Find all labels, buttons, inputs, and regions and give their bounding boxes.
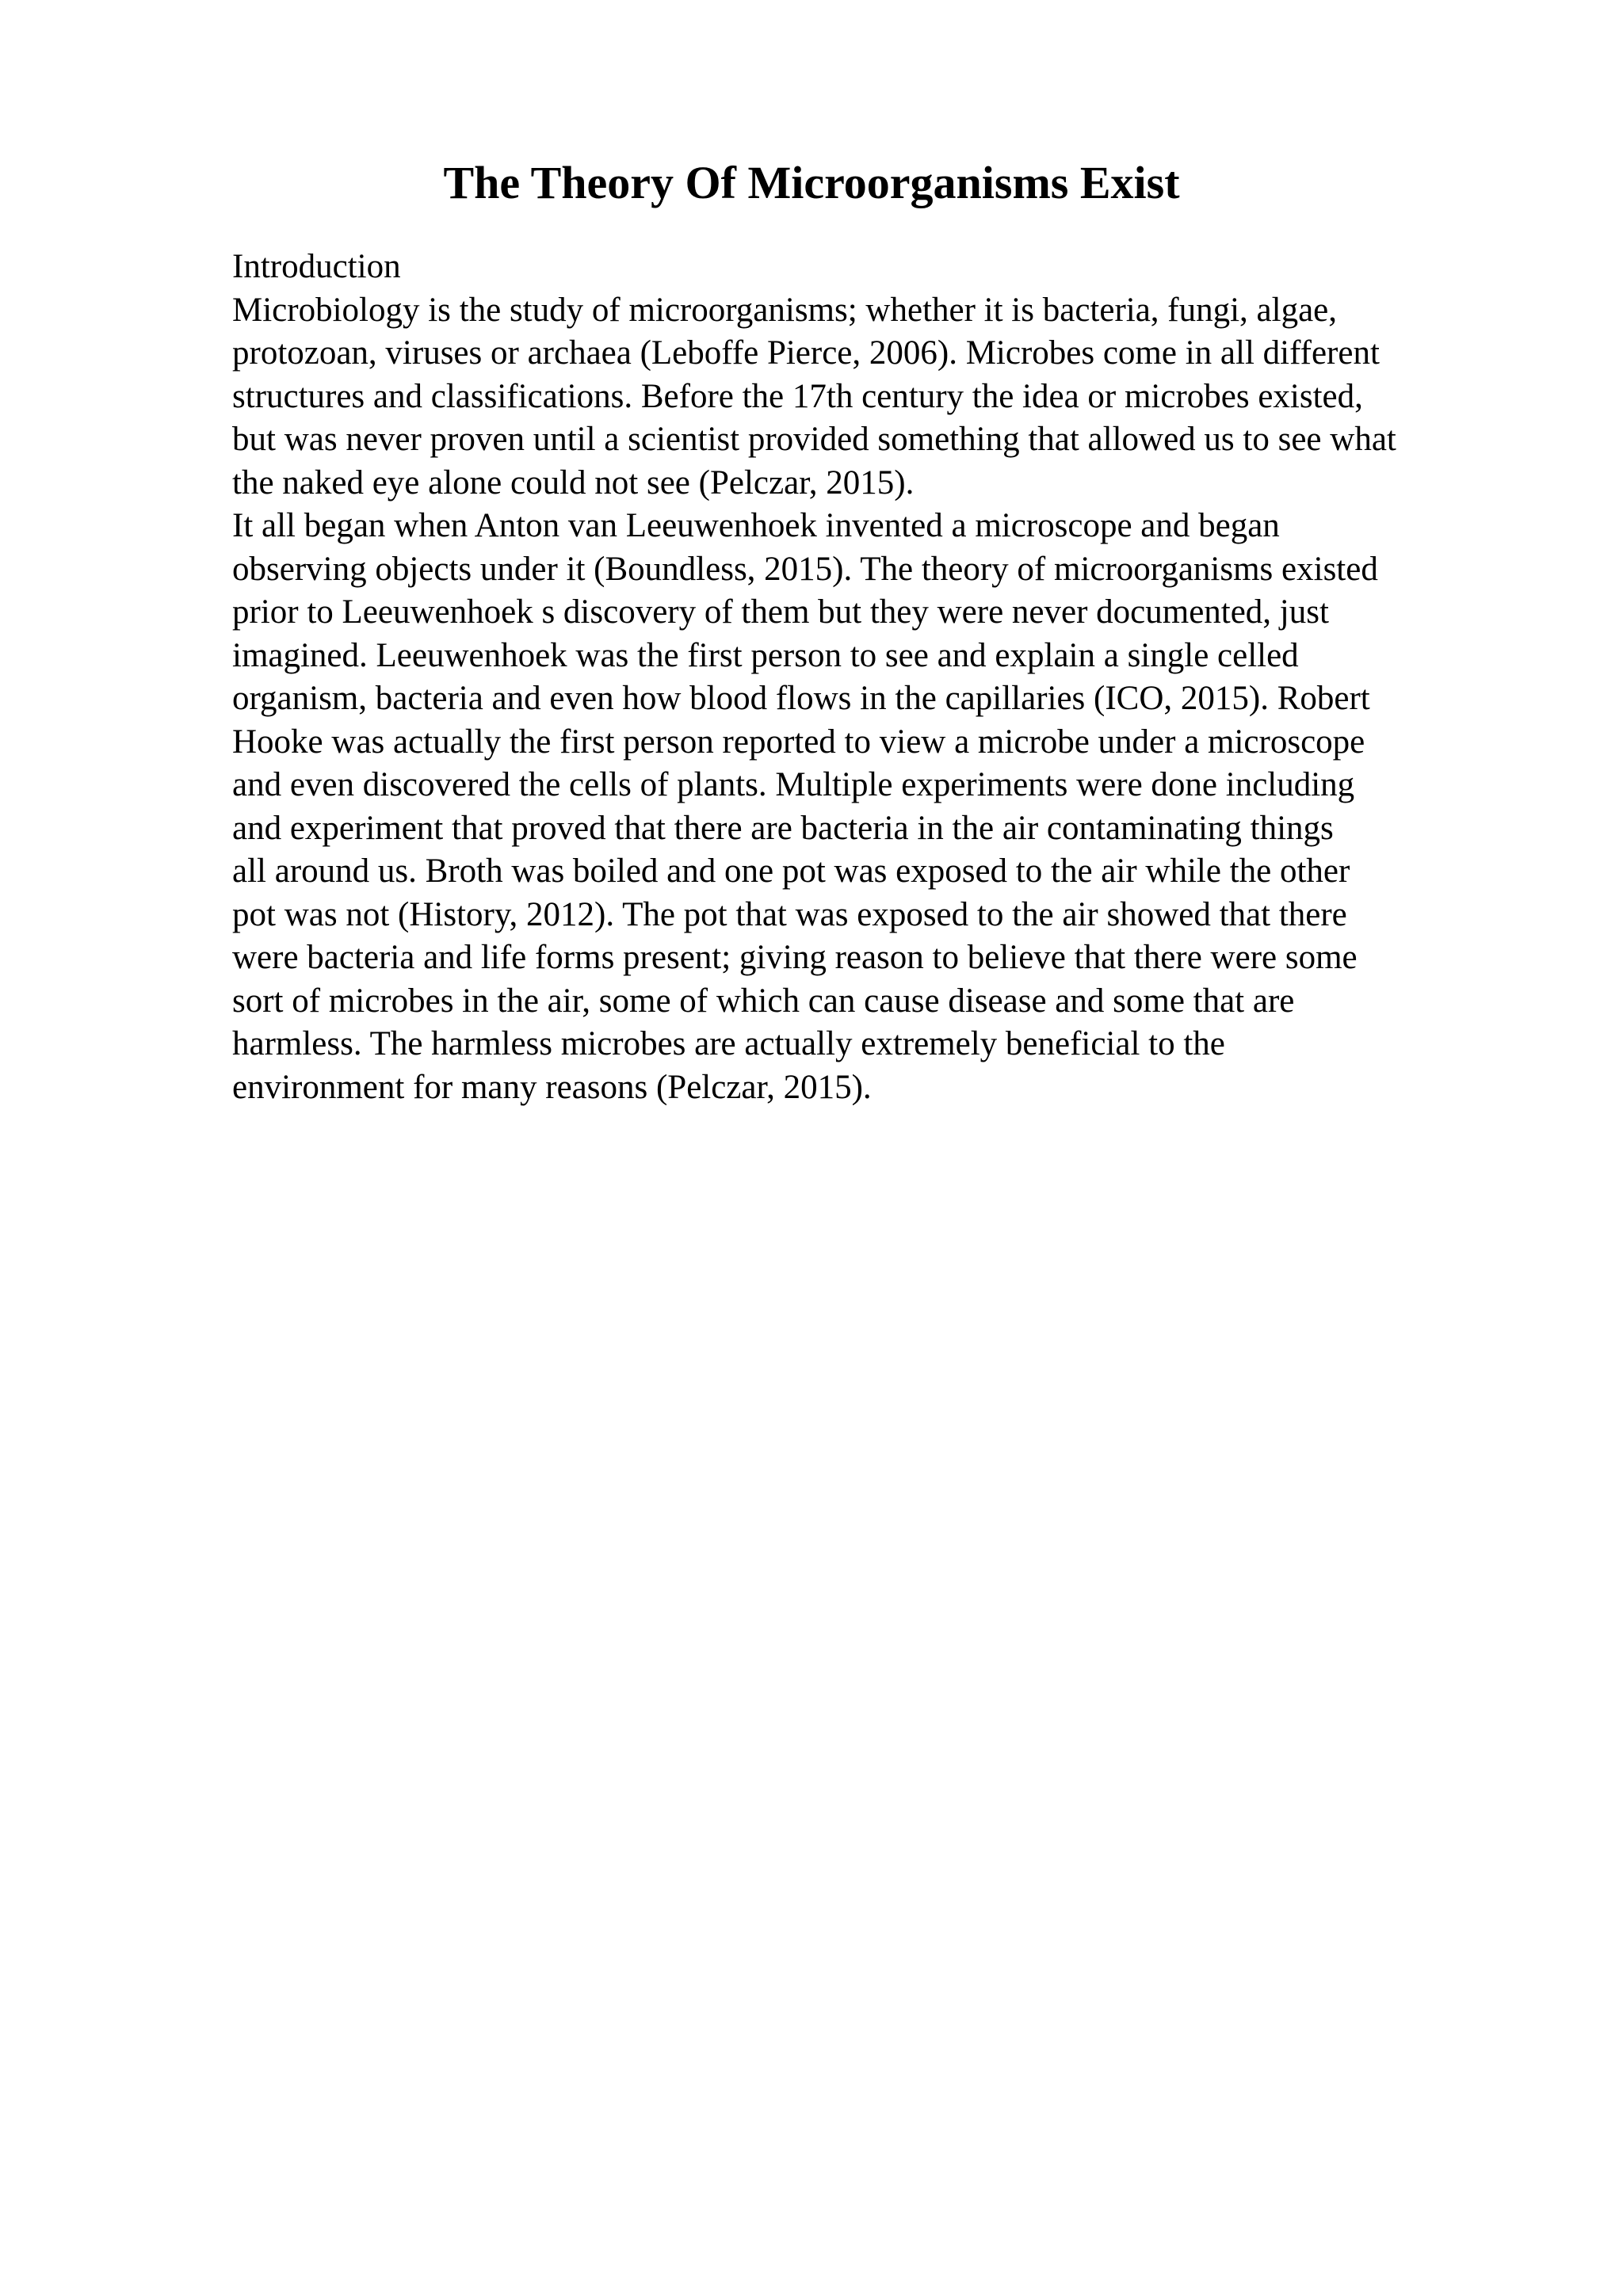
body-line: observing objects under it (Boundless, 2015). The theory of microorganisms existed [232,550,1378,588]
body-line: and experiment that proved that there are bacteria in the air contaminating things [232,809,1334,847]
body-line: organism, bacteria and even how blood flows in the capillaries (ICO, 2015). Robert [232,680,1370,717]
body-line: sort of microbes in the air, some of which can cause disease and some that are [232,982,1295,1020]
body-line: were bacteria and life forms present; giving reason to believe that there were some [232,939,1358,976]
body-line: imagined. Leeuwenhoek was the first person to see and explain a single celled [232,636,1299,674]
body-line: and even discovered the cells of plants. Multiple experiments were done including [232,766,1355,803]
body-line: Hooke was actually the first person reported to view a microbe under a microscope [232,723,1365,761]
body-line: Microbiology is the study of microorganisms; whether it is bacteria, fungi, algae, [232,291,1338,329]
body-line: harmless. The harmless microbes are actually extremely beneficial to the [232,1025,1225,1062]
body-line: prior to Leeuwenhoek s discovery of them but they were never documented, just [232,593,1329,631]
document-body [232,246,1516,1109]
body-line: the naked eye alone could not see (Pelczar, 2015). [232,463,915,502]
document-title: The Theory Of Microorganisms Exist [443,157,1180,208]
body-line: protozoan, viruses or archaea (Leboffe Pierce, 2006). Microbes come in all different [232,334,1380,372]
body-line: pot was not (History, 2012). The pot that was exposed to the air showed that there [232,895,1347,933]
body-line: structures and classifications. Before the 17th century the idea or microbes existed, [232,377,1363,415]
body-line: It all began when Anton van Leeuwenhoek invented a microscope and began [232,507,1280,544]
body-line: all around us. Broth was boiled and one pot was exposed to the air while the other [232,852,1350,890]
body-line: but was never proven until a scientist provided something that allowed us to see what [232,421,1396,458]
body-line: environment for many reasons (Pelczar, 2015). [232,1068,872,1106]
section-heading: Introduction [232,248,401,285]
